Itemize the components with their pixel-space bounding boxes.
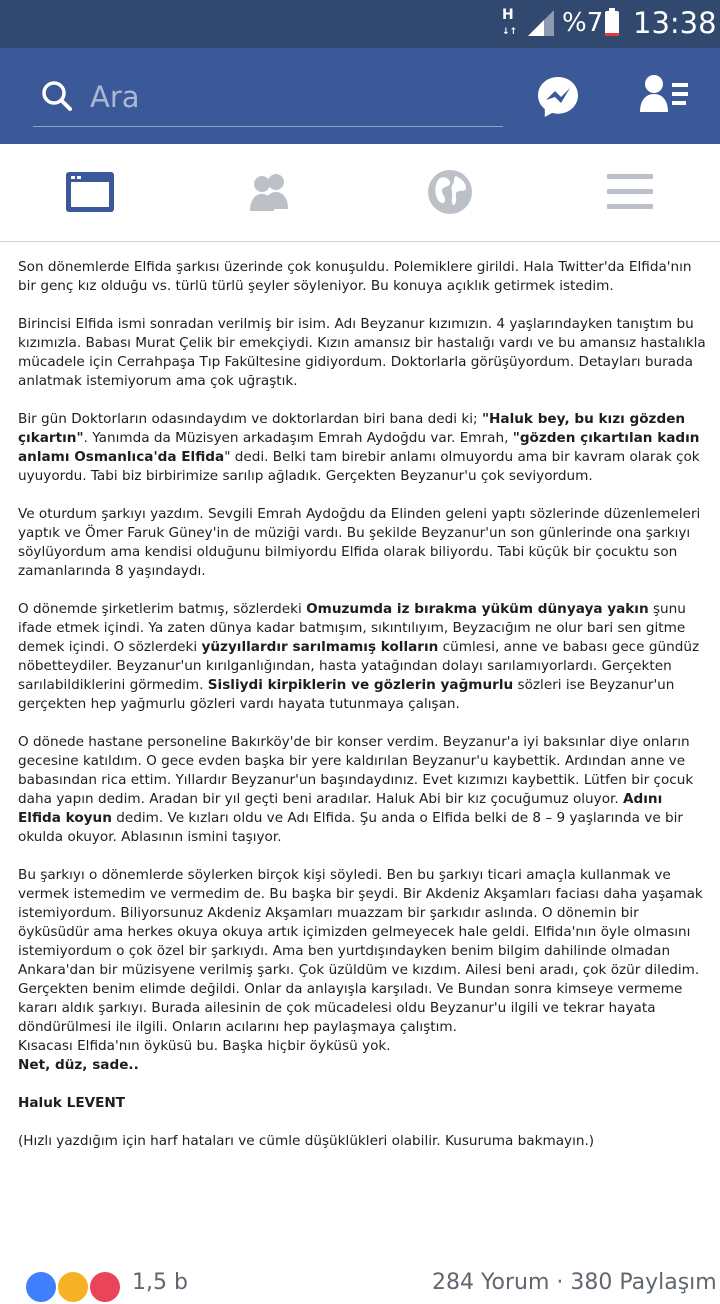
status-bar [0, 0, 720, 48]
post-paragraph: Birincisi Elfida ismi sonradan verilmiş bir isim. Adı Beyzanur kızımızın. 4 yaşlarındayken tanıştım bu kızımızla. Babası Murat Çelik bir emekçiydi. Kızın amansız bir hastalığı vardı ve bu amansız hastalıkla mücadele için Cerrahpaşa Tıp Fakültesine gidiyordum. Doktorlarla görüşüyordum. Detayları burada anlatmak istemiyorum ama çok uğraştık. [18, 316, 706, 389]
haha-icon [56, 1270, 90, 1304]
messenger-icon[interactable] [536, 75, 580, 119]
battery-percent: %7 [562, 8, 604, 38]
reactions-bar[interactable] [0, 1262, 720, 1295]
tab-bar [0, 144, 720, 242]
love-icon [88, 1270, 122, 1304]
tab-notifications[interactable] [360, 144, 540, 240]
tab-news-feed[interactable] [0, 144, 180, 240]
reaction-count[interactable]: 1,5 b [132, 1270, 188, 1295]
tab-friends[interactable] [180, 144, 360, 240]
post-signature: Haluk LEVENT [18, 1095, 126, 1111]
post-body [18, 258, 708, 1170]
post-paragraph: Bir gün Doktorların odasındaydım ve doktorlardan biri bana dedi ki; "Haluk bey, bu kızı gözden çıkartın". Yanımda da Müzisyen arkadaşım Emrah Aydoğdu var. Emrah, "gözden çıkartılan kadın anlamı Osmanlıca'da Elfida" dedi. Belki tam birebir anlamı olmuyordu ama bir kavram olarak çok uyuyordu. Tabi biz birbirimize sarılıp ağladık. Gerçekten Beyzanur'u çok seviyordum. [18, 411, 700, 484]
post-paragraph: Ve oturdum şarkıyı yazdım. Sevgili Emrah Aydoğdu da Elinden geleni yaptı sözlerinde düzenlemeleri yaptık ve Ömer Faruk Güney'in de müziği vardı. Bu şekilde Beyzanur'un son günlerinde ona şarkıyı söylüyordum ama kendisi olduğunu bilmiyordu Elfida olarak biliyordu. Tabi küçük bir çocuktu son zamanlarında 8 yaşındaydı. [18, 506, 701, 579]
friends-icon [246, 173, 294, 211]
clock: 13:38 [633, 6, 717, 40]
friend-requests-icon[interactable] [640, 74, 690, 114]
battery-icon [605, 11, 619, 36]
post-paragraph: Bu şarkıyı o dönemlerde söylerken birçok kişi söyledi. Ben bu şarkıyı ticari amaçla kullanmak ve vermek istemedim ve vermedim de. Bu başka bir şeydi. Bir Akdeniz Akşamları faciası daha yaşamak istemiyordum. Biliyorsunuz Akdeniz Akşamları muazzam bir şarkıdır aslında. O dönemin bir öyküsüdür ama herkes okuya okuya artık içimizden gelmeyecek hale geldi. Elfida'nın öyle olmasını istemiyordum o çok özel bir şarkıydı. Ama ben yurtdışındayken benim bilgim dahilinde olmadan Ankara'dan bir müzisyene verilmiş şarkı. Çok üzüldüm ve kızdım. Ailesi beni aradı, çok özür diledim. Gerçekten benim elimde değildi. Onlar da anlayışla karşıladı. Ve Bundan sonra kimseye vermeme kararı aldık şarkıyı. Burada ailesinin de çok mücadelesi oldu Beyzanur'u ilgili ve tekrar hayata döndürülmesi ile ilgili. Onların acılarını hep paylaşmaya çalıştım. Kısacası Elfida'nın öyküsü bu. Başka hiçbir öyküsü yok. Net, düz, sade.. [18, 867, 703, 1073]
comments-summary[interactable]: 284 Yorum · 380 Paylaşım [432, 1270, 717, 1295]
globe-icon [428, 170, 472, 214]
news-feed-icon [66, 172, 114, 212]
signal-icon [528, 10, 554, 36]
post-paragraph: O dönemde şirketlerim batmış, sözlerdeki Omuzumda iz bırakma yüküm dünyaya yakın şunu ifade etmek içindi. Ya zaten dünya kadar batmışım, sıkıntılıyım, Beyzacığım ne olur bari sen gitme demek içindi. O sözlerdeki yüzyıllardır sarılmamış kolların cümlesi, anne ve babası gece gündüz nöbetteydiler. Beyzanur'un kırılganlığından, hasta yatağından dolayı sarılamıyorlardı. Gerçekten sarılabildiklerini görmedim. Sisliydi kirpiklerin ve gözlerin yağmurlu sözleri ise Beyzanur'un gerçekten hep yağmurlu gözleri vardı hayata tutunmaya çalışan. [18, 601, 700, 712]
network-indicator: H ↓↑ [502, 7, 518, 37]
tab-menu[interactable] [540, 144, 720, 240]
like-icon [24, 1270, 58, 1304]
search-input[interactable] [88, 78, 492, 116]
search-bar[interactable] [33, 70, 503, 127]
post-paragraph: Son dönemlerde Elfida şarkısı üzerinde çok konuşuldu. Polemiklere girildi. Hala Twitter'da Elfida'nın bir genç kız olduğu vs. türlü türlü şeyler söyleniyor. Bu konuya açıklık getirmek istedim. [18, 259, 692, 294]
app-header [0, 48, 720, 144]
post-paragraph: O dönede hastane personeline Bakırköy'de bir konser verdim. Beyzanur'a iyi baksınlar diye onların gecesine katıldım. O gece evden başka bir yere kaldırılan Beyzanur'u kaybettik. Ardından anne ve babasından rica ettim. Yıllardır Beyzanur'un başındaydınız. Evet kızımızı kaybettik. Lütfen bir çocuk daha yapın dedim. Aradan bir yıl geçti beni aradılar. Haluk Abi bir kız çocuğumuz oluyor. Adını Elfida koyun dedim. Ve kızları oldu ve Adı Elfida. Şu anda o Elfida belki de 8 – 9 yaşlarında ve bir okulda okuyor. Ablasının ismini taşıyor. [18, 734, 694, 845]
search-icon[interactable] [41, 80, 73, 112]
menu-icon [607, 174, 653, 210]
post-note: (Hızlı yazdığım için harf hataları ve cümle düşüklükleri olabilir. Kusuruma bakmayın.) [18, 1133, 595, 1149]
